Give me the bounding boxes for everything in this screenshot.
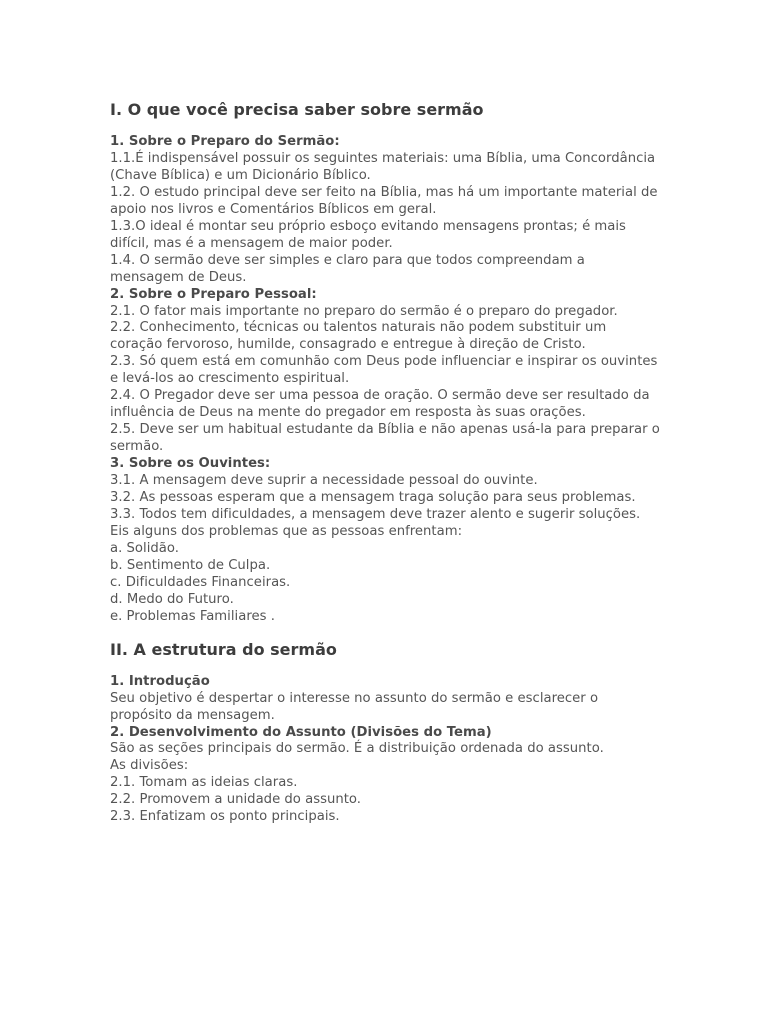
paragraph: 1.3.O ideal é montar seu próprio esboço evitando mensagens prontas; é mais difícil, mas é a mensagem de maior poder. [110,218,631,251]
paragraph: 1.4. O sermão deve ser simples e claro para que todos compreendam a mensagem de Deus. [110,252,590,285]
subsection-heading: 2. Sobre o Preparo Pessoal: [110,286,317,302]
paragraph: São as seções principais do sermão. É a distribuição ordenada do assunto. [110,741,604,757]
paragraph: 3.3. Todos tem dificuldades, a mensagem deve trazer alento e sugerir soluções. Eis alguns dos problemas que as pessoas enfrentam: [110,506,645,539]
subsection-heading: 3. Sobre os Ouvintes: [110,456,271,472]
list-item: 2.3. Enfatizam os ponto principais. [110,809,340,825]
list-item: a. Solidão. [110,540,179,556]
list-item: 2.2. Promovem a unidade do assunto. [110,792,361,808]
paragraph: 2.2. Conhecimento, técnicas ou talentos naturais não podem substituir um coração fervoroso, humilde, consagrado e entregue à direção de Cristo. [110,320,611,353]
paragraph: As divisões: [110,758,189,774]
list-item: c. Dificuldades Financeiras. [110,574,291,590]
document-page [110,100,665,826]
list-item: b. Sentimento de Culpa. [110,557,271,573]
subsection-heading: 1. Sobre o Preparo do Sermão: [110,134,340,149]
section-1-body [110,134,665,626]
list-item: e. Problemas Familiares . [110,608,275,624]
section-2-body [110,674,660,827]
paragraph: 1.1.É indispensável possuir os seguintes materiais: uma Bíblia, uma Concordância (Chave Bíblica) e um Dicionário Bíblico. [110,150,660,183]
paragraph: 1.2. O estudo principal deve ser feito na Bíblia, mas há um importante material de apoio nos livros e Comentários Bíblicos em geral. [110,184,662,217]
paragraph: 2.1. O fator mais importante no preparo do sermão é o preparo do pregador. [110,303,618,319]
list-item: d. Medo do Futuro. [110,591,234,607]
paragraph: 2.4. O Pregador deve ser uma pessoa de oração. O sermão deve ser resultado da influência de Deus na mente do pregador em resposta às suas orações. [110,388,654,421]
section-1-title: I. O que você precisa saber sobre sermão [110,100,484,119]
section-2-title: II. A estrutura do sermão [110,639,337,659]
paragraph: 2.3. Só quem está em comunhão com Deus pode influenciar e inspirar os ouvintes e levá-los ao crescimento espiritual. [110,354,662,387]
subsection-heading: 2. Desenvolvimento do Assunto (Divisões do Tema) [110,724,492,740]
subsection-heading: 1. Introdução [110,673,210,689]
paragraph: 3.1. A mensagem deve suprir a necessidade pessoal do ouvinte. [110,473,538,489]
list-item: 2.1. Tomam as ideias claras. [110,775,298,791]
paragraph: 3.2. As pessoas esperam que a mensagem traga solução para seus problemas. [110,490,636,506]
paragraph: 2.5. Deve ser um habitual estudante da Bíblia e não apenas usá-la para preparar o sermão. [110,422,665,455]
paragraph: Seu objetivo é despertar o interesse no assunto do sermão e esclarecer o propósito da mensagem. [110,690,603,723]
